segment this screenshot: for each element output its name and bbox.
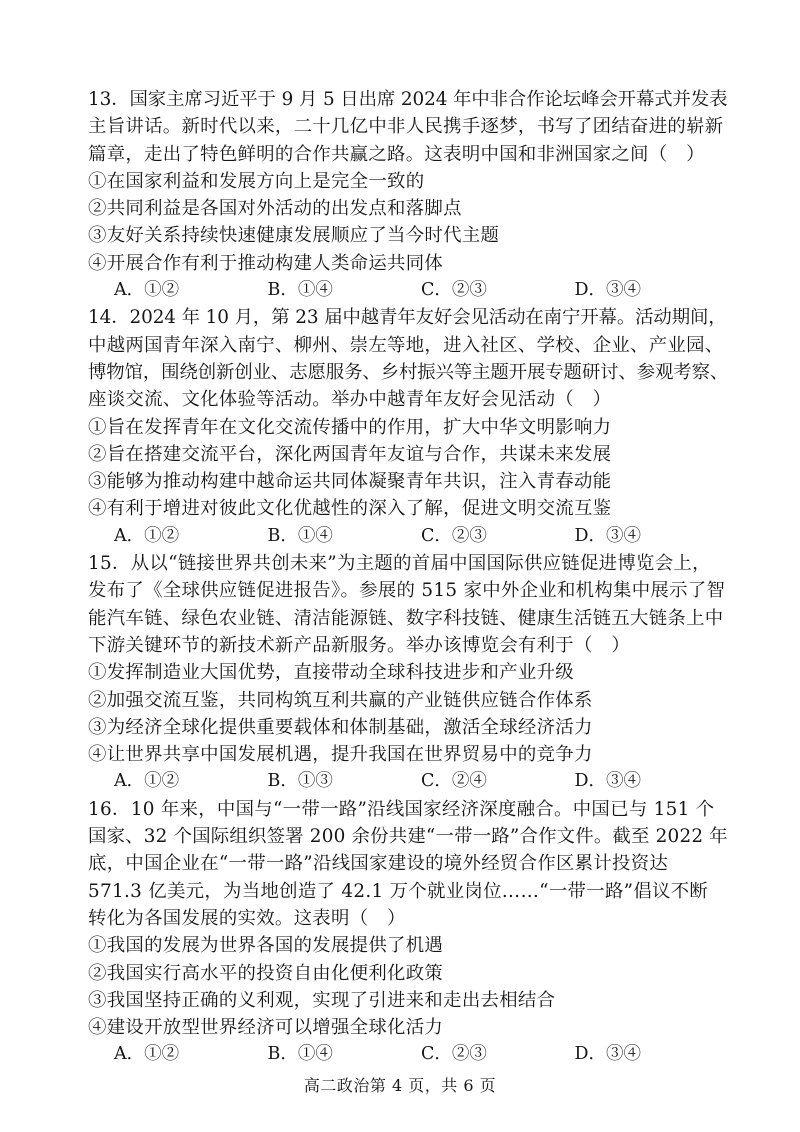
answer-options: [88, 523, 728, 550]
option-b: B．①④: [267, 280, 333, 301]
question-13: [88, 86, 728, 304]
question-stem-line: 座谈交流、文化体验等活动。举办中越青年友好会见活动（ ）: [88, 389, 612, 411]
page-footer: 高二政治第 4 页，共 6 页: [303, 1076, 497, 1095]
option-b: B．①③: [267, 771, 333, 792]
question-stem-line: 底，中国企业在“一带一路”沿线国家建设的境外经贸合作区累计投资达: [88, 853, 669, 875]
option-d: D．③④: [574, 525, 642, 546]
question-stem-line: 14．2024 年 10 月，第 23 届中越青年友好会见活动在南宁开幕。活动期间，: [88, 307, 727, 329]
option-c: C．②④: [421, 771, 487, 792]
option-b: B．①④: [267, 525, 333, 546]
question-stem-line: 15．从以“链接世界共创未来”为主题的首届中国国际供应链促进博览会上，: [88, 553, 711, 575]
option-a: A．①②: [114, 1044, 180, 1065]
option-d: D．③④: [574, 280, 642, 301]
statement-item: ①我国的发展为世界各国的发展提供了机遇: [88, 935, 444, 957]
question-15: [88, 550, 728, 796]
question-stem-line: 发布了《全球供应链促进报告》。参展的 515 家中外企业和机构集中展示了智: [88, 580, 726, 602]
question-stem-line: 能汽车链、绿色农业链、清洁能源链、数字科技链、健康生活链五大链条上中: [88, 607, 724, 629]
statement-item: ①在国家利益和发展方向上是完全一致的: [88, 170, 425, 192]
statement-item: ④建设开放型世界经济可以增强全球化活力: [88, 1017, 444, 1039]
option-d: D．③④: [574, 771, 642, 792]
statement-item: ②共同利益是各国对外活动的出发点和落脚点: [88, 198, 462, 220]
question-stem-line: 主旨讲话。新时代以来，二十几亿中非人民携手逐梦，书写了团结奋进的崭新: [88, 116, 724, 138]
answer-options: [88, 1041, 728, 1068]
question-stem-line: 中越两国青年深入南宁、柳州、崇左等地，进入社区、学校、企业、产业园、: [88, 334, 724, 356]
option-c: C．②③: [421, 1044, 487, 1065]
statement-item: ④开展合作有利于推动构建人类命运共同体: [88, 252, 444, 274]
option-a: A．①②: [114, 280, 180, 301]
statement-item: ②我国实行高水平的投资自由化便利化政策: [88, 962, 444, 984]
statement-item: ④有利于增进对彼此文化优越性的深入了解，促进文明交流互鉴: [88, 498, 612, 520]
question-stem-line: 16．10 年来，中国与“一带一路”沿线国家经济深度融合。中国已与 151 个: [88, 798, 715, 820]
option-a: A．①②: [114, 771, 180, 792]
question-stem-line: 下游关键环节的新技术新产品新服务。举办该博览会有利于（ ）: [88, 634, 631, 656]
statement-item: ②旨在搭建交流平台，深化两国青年友谊与合作，共谋未来发展: [88, 443, 612, 465]
question-16: [88, 796, 728, 1069]
answer-options: [88, 768, 728, 795]
statement-item: ①旨在发挥青年在文化交流传播中的作用，扩大中华文明影响力: [88, 416, 612, 438]
question-stem-line: 篇章，走出了特色鲜明的合作共赢之路。这表明中国和非洲国家之间（ ）: [88, 143, 705, 165]
answer-options: [88, 277, 728, 304]
question-list: [88, 86, 728, 1069]
option-c: C．②③: [421, 280, 487, 301]
question-stem-line: 13．国家主席习近平于 9 月 5 日出席 2024 年中非合作论坛峰会开幕式并发表: [88, 89, 728, 110]
option-d: D．③④: [574, 1044, 642, 1065]
question-stem-line: 转化为各国发展的实效。这表明（ ）: [88, 907, 406, 929]
option-a: A．①②: [114, 525, 180, 546]
statement-item: ①发挥制造业大国优势，直接带动全球科技进步和产业升级: [88, 662, 574, 684]
option-b: B．①④: [267, 1044, 333, 1065]
statement-item: ③我国坚持正确的义利观，实现了引进来和走出去相结合: [88, 989, 556, 1011]
statement-item: ④让世界共享中国发展机遇，提升我国在世界贸易中的竞争力: [88, 744, 593, 766]
statement-item: ②加强交流互鉴，共同构筑互利共赢的产业链供应链合作体系: [88, 689, 593, 711]
statement-item: ③能够为推动构建中越命运共同体凝聚青年共识，注入青春动能: [88, 471, 612, 493]
statement-item: ③为经济全球化提供重要载体和体制基础，激活全球经济活力: [88, 716, 593, 738]
question-stem-line: 博物馆，围绕创新创业、志愿服务、乡村振兴等主题开展专题研讨、参观考察、: [88, 361, 729, 383]
statement-item: ③友好关系持续快速健康发展顺应了当今时代主题: [88, 225, 500, 247]
question-14: [88, 304, 728, 550]
question-stem-line: 571.3 亿美元，为当地创造了 42.1 万个就业岗位……“一带一路”倡议不断: [88, 880, 709, 902]
option-c: C．②③: [421, 525, 487, 546]
question-stem-line: 国家、32 个国际组织签署 200 余份共建“一带一路”合作文件。截至 2022 年: [88, 826, 728, 848]
